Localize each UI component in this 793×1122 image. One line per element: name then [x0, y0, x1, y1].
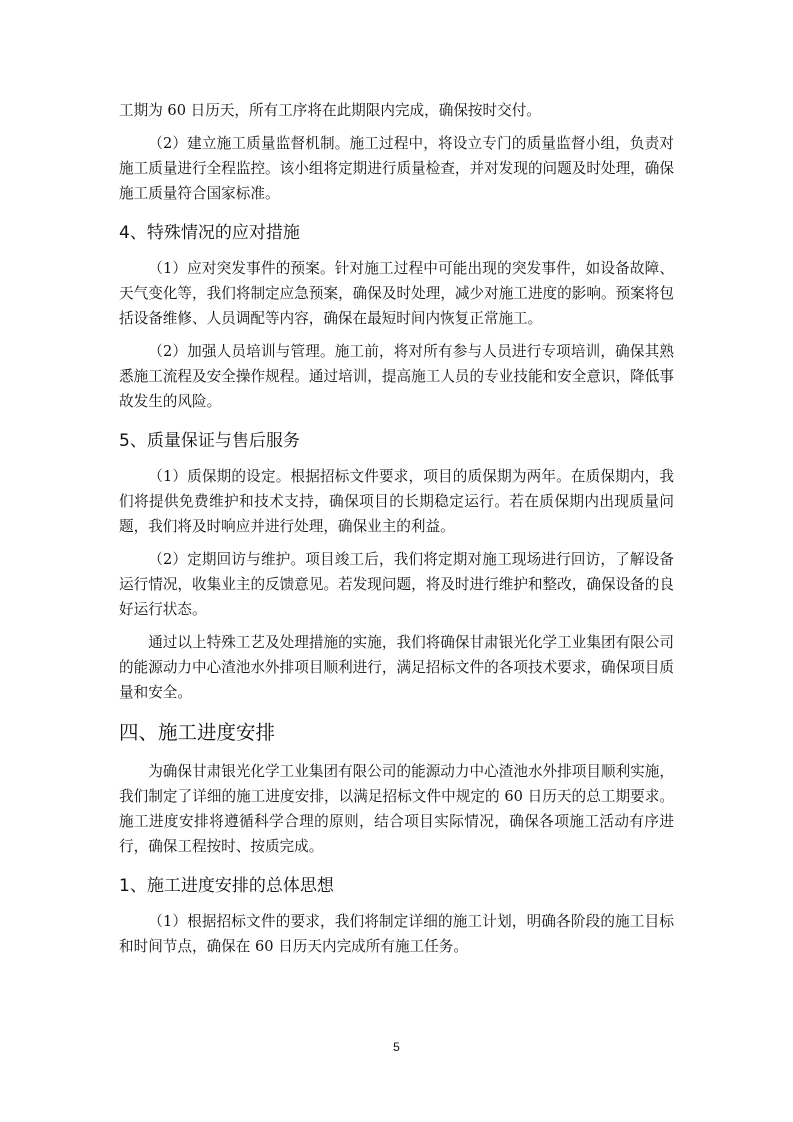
page-number: 5 [393, 1040, 400, 1054]
paragraph-schedule-end: 工期为 60 日历天，所有工序将在此期限内完成，确保按时交付。 [119, 102, 541, 119]
heading-schedule-overall-idea: 1、施工进度安排的总体思想 [119, 876, 334, 896]
document-body [119, 98, 674, 967]
heading-special-situations: 4、特殊情况的应对措施 [119, 223, 300, 243]
paragraph-quality-supervision: （2）建立施工质量监督机制。施工过程中，将设立专门的质量监督小组，负责对施工质量进行全程监控。该小组将定期进行质量检查，并对发现的问题及时处理，确保施工质量符合国家标准。 [119, 135, 674, 202]
paragraph-construction-plan: （1）根据招标文件的要求，我们将制定详细的施工计划，明确各阶段的施工目标和时间节点，确保在 60 日历天内完成所有施工任务。 [119, 913, 674, 955]
paragraph-return-visits: （2）定期回访与维护。项目竣工后，我们将定期对施工现场进行回访，了解设备运行情况，收集业主的反馈意见。若发现问题，将及时进行维护和整改，确保设备的良好运行状态。 [119, 551, 674, 618]
heading-construction-schedule: 四、施工进度安排 [119, 721, 276, 744]
heading-quality-assurance: 5、质量保证与售后服务 [119, 431, 300, 451]
paragraph-schedule-intro: 为确保甘肃银光化学工业集团有限公司的能源动力中心渣池水外排项目顺利实施，我们制定了详细的施工进度安排，以满足招标文件中规定的 60 日历天的总工期要求。施工进度安排将遵循科学合理的原则，结合项目实际情况，确保各项施工活动有序进行，确保工程按时、按质完成。 [119, 763, 674, 855]
paragraph-warranty-period: （1）质保期的设定。根据招标文件要求，项目的质保期为两年。在质保期内，我们将提供免费维护和技术支持，确保项目的长期稳定运行。若在质保期内出现质量问题，我们将及时响应并进行处理，确保业主的利益。 [119, 468, 674, 535]
paragraph-emergency-plan: （1）应对突发事件的预案。针对施工过程中可能出现的突发事件，如设备故障、天气变化等，我们将制定应急预案，确保及时处理，减少对施工进度的影响。预案将包括设备维修、人员调配等内容，确保在最短时间内恢复正常施工。 [119, 260, 674, 327]
paragraph-staff-training: （2）加强人员培训与管理。施工前，将对所有参与人员进行专项培训，确保其熟悉施工流程及安全操作规程。通过培训，提高施工人员的专业技能和安全意识，降低事故发生的风险。 [119, 343, 674, 410]
paragraph-summary: 通过以上特殊工艺及处理措施的实施，我们将确保甘肃银光化学工业集团有限公司的能源动力中心渣池水外排项目顺利进行，满足招标文件的各项技术要求，确保项目质量和安全。 [119, 634, 674, 701]
